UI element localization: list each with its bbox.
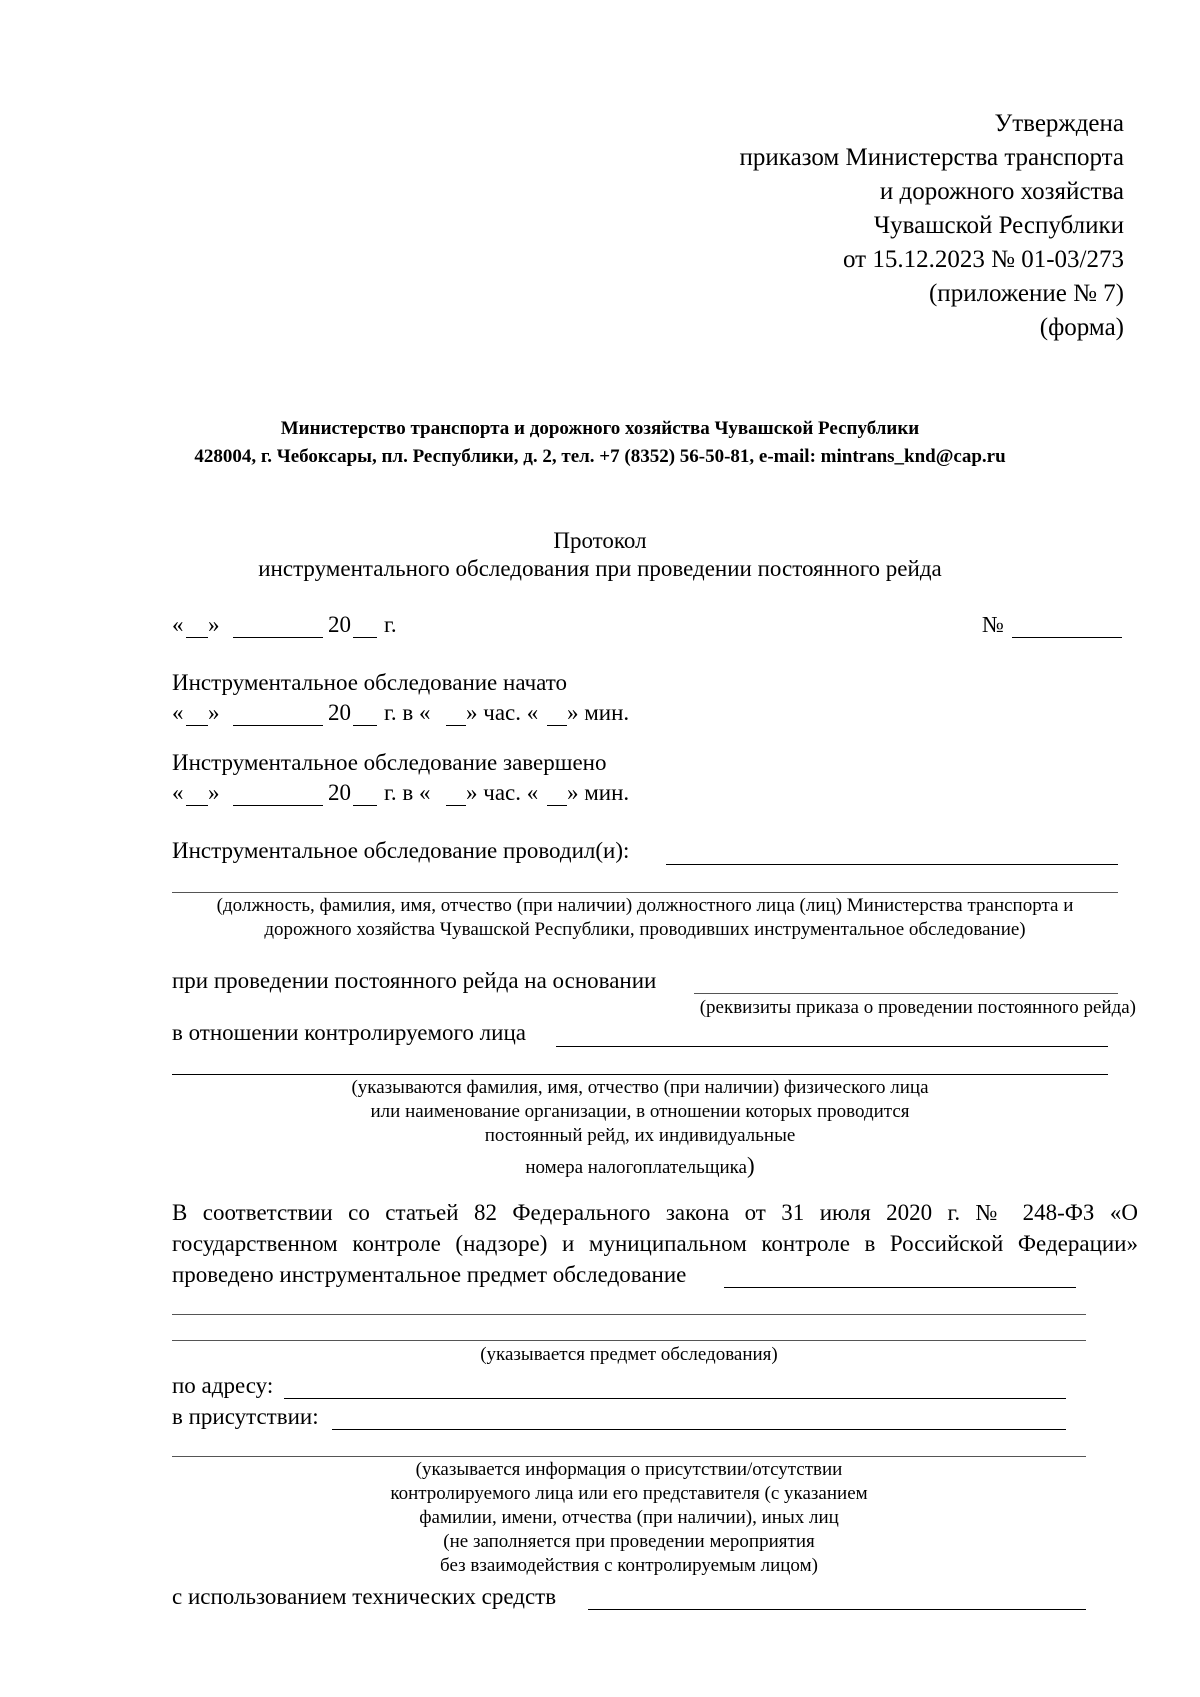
controlled-note-close: ) [747,1153,755,1178]
basis-label: при проведении постоянного рейда на основании [172,968,657,993]
presence-note-3: фамилии, имени, отчества (при наличии), иных лиц [419,1507,839,1528]
month-blank[interactable] [233,637,323,638]
started-hour-blank[interactable] [446,725,466,726]
controlled-note-2: или наименование организации, в отношении которых проводится [370,1101,910,1122]
started-quote-close: » [208,700,220,725]
conducted-note-2: дорожного хозяйства Чувашской Республики, проводивших инструментальное обследование) [264,919,1026,940]
presence-note-4: (не заполняется при проведении мероприятия [443,1531,815,1552]
presence-note-5: без взаимодействия с контролируемым лицом) [440,1555,818,1576]
day-quote-close: » [208,612,220,637]
presence-note-2: контролируемого лица или его представителя (с указанием [390,1483,868,1504]
subject-field[interactable] [724,1287,1076,1288]
presence-field[interactable] [332,1429,1066,1430]
started-quote-open: « [172,700,184,725]
basis-note: (реквизиты приказа о проведении постоянного рейда) [699,997,1136,1018]
org-address: 428004, г. Чебоксары, пл. Республики, д. 2, тел. +7 (8352) 56-50-81, e-mail: mintrans_knd@cap.ru [194,446,1006,467]
controlled-note-3: постоянный рейд, их индивидуальные [484,1125,796,1146]
number-blank[interactable] [1012,637,1122,638]
presence-note-1: (указывается информация о присутствии/отсутствии [415,1459,843,1480]
started-day-blank[interactable] [186,725,208,726]
doc-subtitle: инструментального обследования при проведении постоянного рейда [258,556,942,581]
day-quote-open: « [172,612,184,637]
approval-line-2: приказом Министерства транспорта [739,144,1124,171]
started-g-v: г. в « [384,700,431,725]
basis-field[interactable] [694,993,1118,994]
address-field[interactable] [284,1398,1066,1399]
paragraph-line-1: В соответствии со статьей 82 Федерального закона от 31 июля 2020 г. № 248-ФЗ «О [172,1200,1138,1225]
tech-field[interactable] [588,1609,1086,1610]
finished-day-blank[interactable] [186,805,208,806]
controlled-note-1: (указываются фамилия, имя, отчество (при наличии) физического лица [351,1077,929,1098]
finished-year-blank[interactable] [353,805,377,806]
tech-label: с использованием технических средств [172,1584,557,1609]
conducted-note-1: (должность, фамилия, имя, отчество (при наличии) должностного лица (лиц) Министерства транспорта и [216,895,1074,916]
finished-minutes: » мин. [567,780,630,805]
approval-line-7: (форма) [1039,314,1124,341]
finished-hour-blank[interactable] [446,805,466,806]
finished-year-prefix: 20 [328,780,351,805]
paragraph-line-3: проведено инструментальное предмет обследование [172,1262,687,1287]
presence-label: в присутствии: [172,1404,319,1429]
started-year-blank[interactable] [353,725,377,726]
finished-minute-blank[interactable] [547,805,567,806]
finished-quote-open: « [172,780,184,805]
finished-g-v: г. в « [384,780,431,805]
subject-note: (указывается предмет обследования) [480,1344,778,1365]
approval-line-3: и дорожного хозяйства [879,178,1124,205]
approval-line-6: (приложение № 7) [928,280,1124,307]
subject-field-3[interactable] [172,1340,1086,1341]
approval-line-1: Утверждена [994,110,1124,137]
subject-field-2[interactable] [172,1314,1086,1315]
finished-month-blank[interactable] [233,805,323,806]
started-minute-blank[interactable] [547,725,567,726]
finished-quote-close: » [208,780,220,805]
started-hours: » час. « [466,700,539,725]
controlled-note-4 [172,1153,1108,1179]
approval-line-4: Чувашской Республики [873,212,1124,239]
started-minutes: » мин. [567,700,630,725]
org-name: Министерство транспорта и дорожного хозяйства Чувашской Республики [280,418,920,439]
approval-line-5: от 15.12.2023 № 01-03/273 [843,246,1124,273]
day-blank[interactable] [186,637,208,638]
started-month-blank[interactable] [233,725,323,726]
started-label: Инструментальное обследование начато [172,670,568,695]
conducted-label: Инструментальное обследование проводил(и): [172,838,630,863]
year-prefix: 20 [328,612,351,637]
started-year-prefix: 20 [328,700,351,725]
year-blank[interactable] [353,637,377,638]
controlled-field[interactable] [556,1046,1108,1047]
conducted-field-2[interactable] [172,892,1118,893]
number-sign: № [982,612,1004,637]
controlled-field-2[interactable] [172,1074,1108,1075]
doc-title: Протокол [553,528,647,553]
paragraph-line-2: государственном контроле (надзоре) и муниципальном контроле в Российской Федерации» [172,1231,1138,1256]
conducted-field[interactable] [666,864,1118,865]
address-label: по адресу: [172,1373,274,1398]
controlled-label: в отношении контролируемого лица [172,1020,526,1045]
finished-hours: » час. « [466,780,539,805]
finished-label: Инструментальное обследование завершено [172,750,607,775]
presence-field-2[interactable] [172,1456,1086,1457]
year-suffix: г. [384,612,397,637]
controlled-note-4-text: номера налогоплательщика [525,1157,747,1178]
